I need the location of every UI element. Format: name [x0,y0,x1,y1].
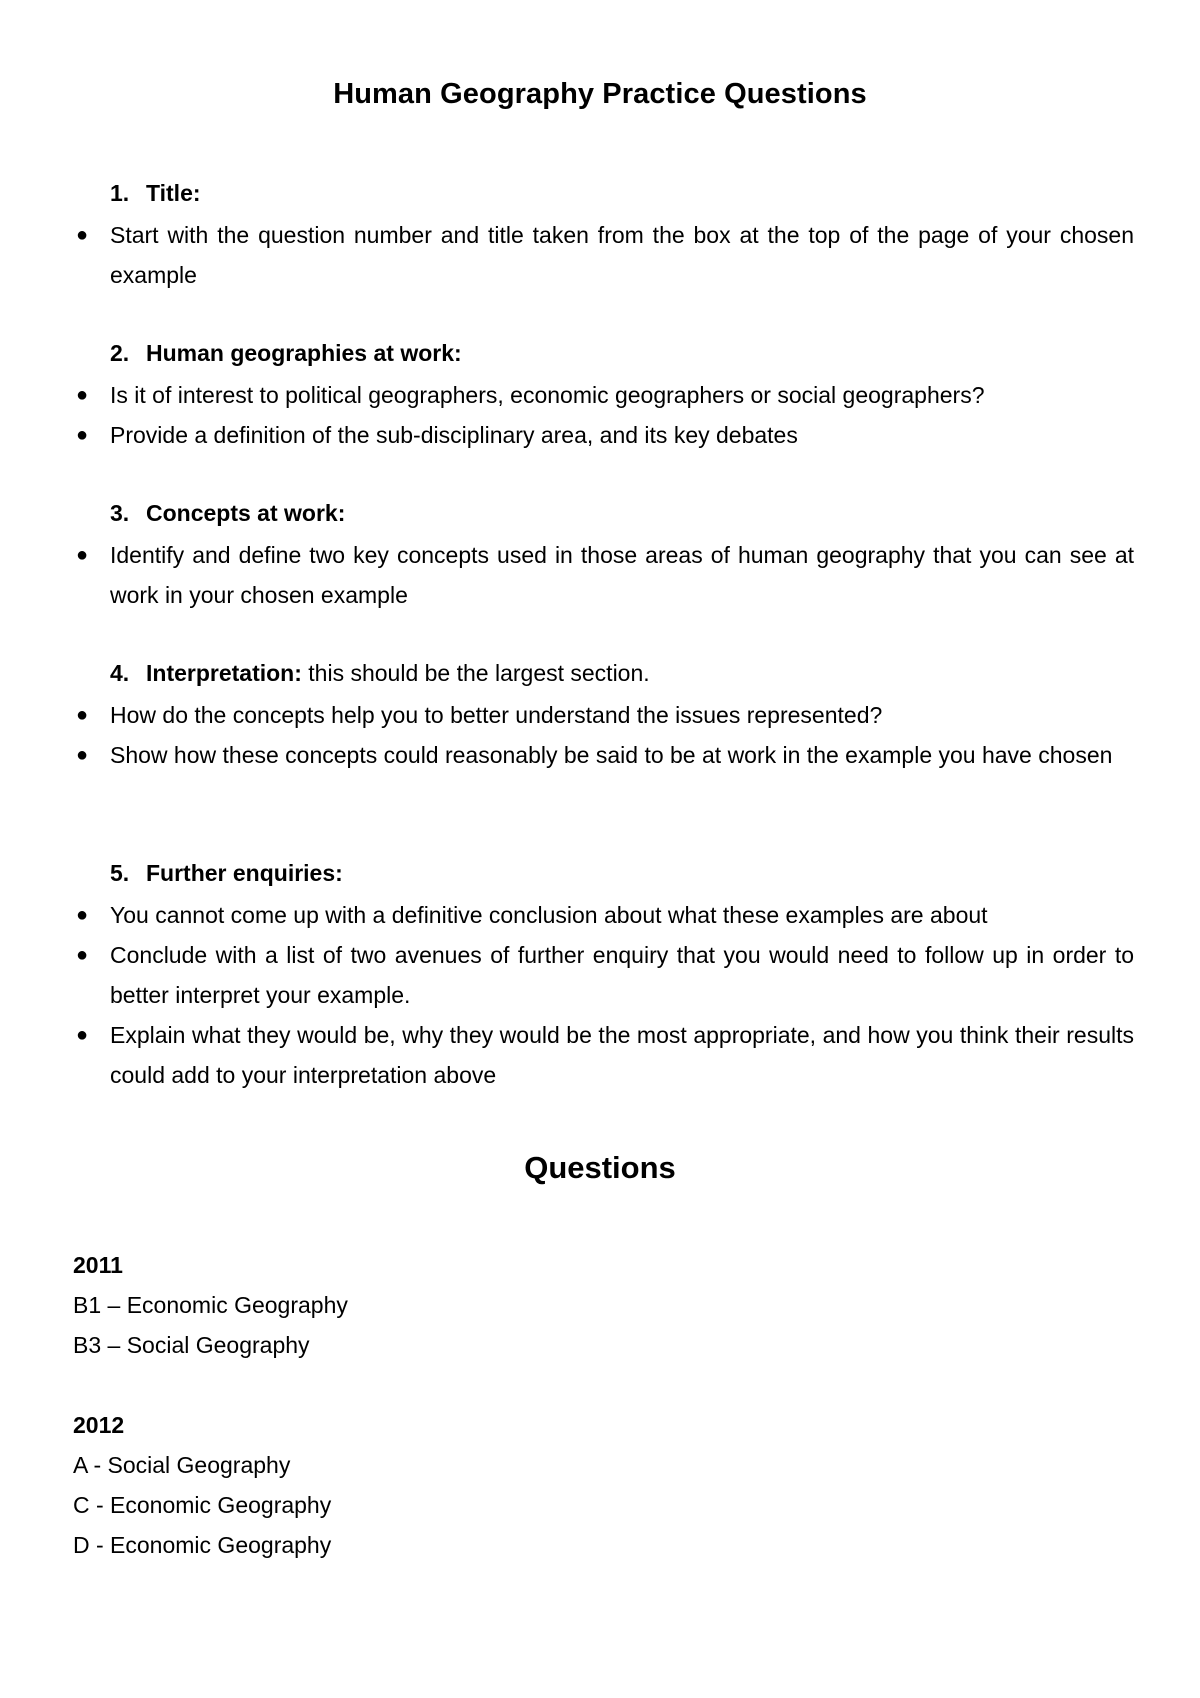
year-heading: 2011 [73,1252,123,1278]
list-item: ● Is it of interest to political geographers, economic geographers or social geographers? [110,375,1134,415]
page-title: Human Geography Practice Questions [333,78,867,110]
question-entry: B3 – Social Geography [73,1332,310,1358]
list-item: ● How do the concepts help you to better understand the issues represented? [110,695,1134,735]
question-entry: A - Social Geography [73,1452,291,1478]
year-heading: 2012 [73,1412,125,1438]
list-item: ● Explain what they would be, why they would be the most appropriate, and how you think their results could add to your interpretation above [110,1015,1134,1095]
list-item: ● Provide a definition of the sub-disciplinary area, and its key debates [110,415,1134,455]
section-heading-concepts: 3. Concepts at work: [110,500,346,526]
list-item: ● Start with the question number and title taken from the box at the top of the page of your chosen example [110,215,1134,295]
bullet-icon: ● [76,944,89,966]
section-heading-further-enquiries: 5. Further enquiries: [110,860,343,886]
section-heading-human-geographies: 2. Human geographies at work: [110,340,462,366]
section-heading-title: 1. Title: [110,180,201,206]
bullet-icon: ● [76,544,89,566]
section-heading-interpretation: 4. Interpretation: this should be the largest section. [110,660,650,686]
bullet-icon: ● [76,424,89,446]
bullet-icon: ● [76,1024,89,1046]
bullet-icon: ● [76,384,89,406]
questions-heading: Questions [524,1150,676,1185]
list-item: ● Identify and define two key concepts used in those areas of human geography that you can see at work in your chosen example [110,535,1134,615]
list-item: ● You cannot come up with a definitive conclusion about what these examples are about [110,895,1134,935]
question-entry: D - Economic Geography [73,1532,332,1558]
bullet-icon: ● [76,744,89,766]
question-entry: B1 – Economic Geography [73,1292,348,1318]
question-entry: C - Economic Geography [73,1492,332,1518]
bullet-icon: ● [76,904,89,926]
bullet-icon: ● [76,704,89,726]
list-item: ● Show how these concepts could reasonably be said to be at work in the example you have chosen [110,735,1134,775]
bullet-icon: ● [76,224,89,246]
list-item: ● Conclude with a list of two avenues of further enquiry that you would need to follow up in order to better interpret your example. [110,935,1134,1015]
